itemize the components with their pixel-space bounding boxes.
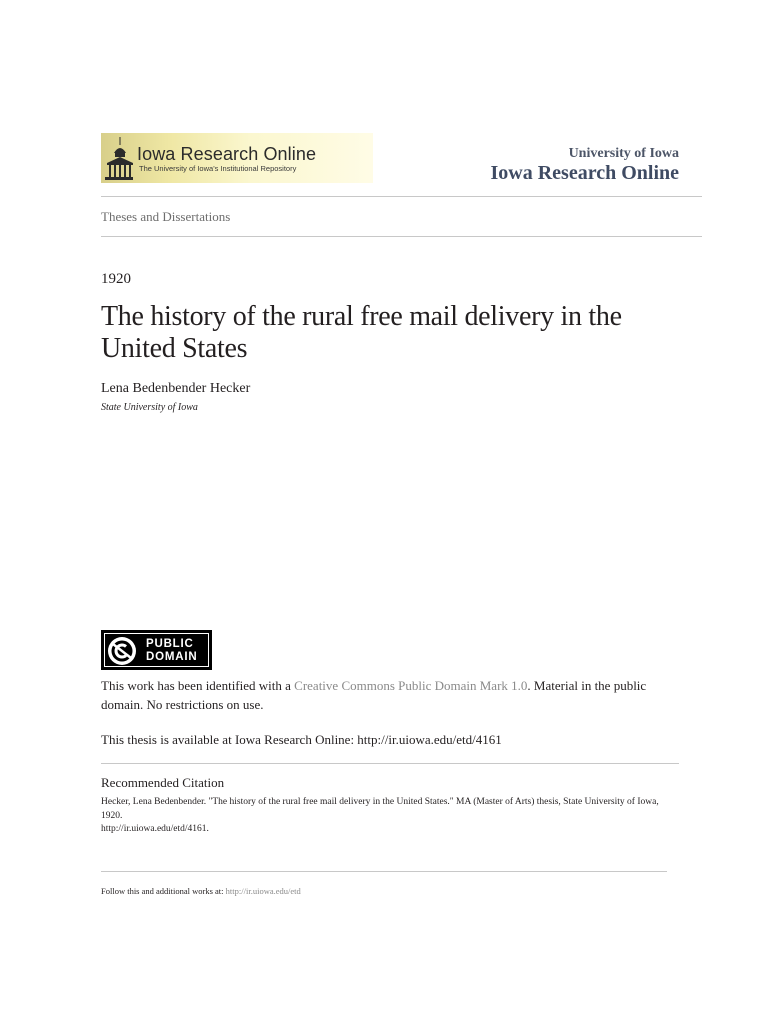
repository-name[interactable]: Iowa Research Online (490, 162, 679, 184)
badge-text (146, 638, 197, 664)
divider (101, 196, 702, 197)
divider (101, 871, 667, 872)
author-affiliation: State University of Iowa (101, 402, 198, 413)
logo-subtitle: The University of Iowa's Institutional Repository (139, 164, 297, 173)
author-name[interactable]: Lena Bedenbender Hecker (101, 381, 251, 396)
citation-url[interactable]: http://ir.uiowa.edu/etd/4161. (101, 824, 209, 834)
footer-link[interactable]: http://ir.uiowa.edu/etd (225, 886, 301, 896)
document-title: The history of the rural free mail delivery in the United States (101, 301, 622, 364)
license-link[interactable]: Creative Commons Public Domain Mark 1.0 (294, 678, 528, 693)
university-name: University of Iowa (568, 146, 679, 161)
badge-line-2: DOMAIN (146, 651, 198, 663)
divider (101, 236, 702, 237)
footer-text: Follow this and additional works at: (101, 886, 226, 896)
old-capitol-icon (103, 135, 133, 181)
citation-heading: Recommended Citation (101, 775, 225, 790)
license-text-after: . Material in the public domain. No restrictions on use. (101, 678, 647, 712)
iowa-research-online-logo[interactable] (101, 133, 373, 183)
availability-statement: This thesis is available at Iowa Research Online: http://ir.uiowa.edu/etd/4161 (101, 732, 502, 747)
publication-year: 1920 (101, 271, 131, 287)
license-text-before: This work has been identified with a (101, 678, 295, 693)
logo-title: Iowa Research Online (137, 144, 317, 164)
public-domain-icon (106, 635, 138, 667)
public-domain-badge[interactable] (101, 630, 212, 670)
footer-note (101, 886, 301, 896)
divider (101, 763, 679, 764)
license-statement (101, 676, 671, 714)
collection-link[interactable]: Theses and Dissertations (101, 209, 231, 224)
badge-line-1: PUBLIC (146, 638, 194, 650)
citation-text: Hecker, Lena Bedenbender. "The history of the rural free mail delivery in the United States." MA (Master of Arts) thesis, State University of Iowa, 1920. (101, 797, 659, 821)
citation-block (101, 796, 661, 837)
